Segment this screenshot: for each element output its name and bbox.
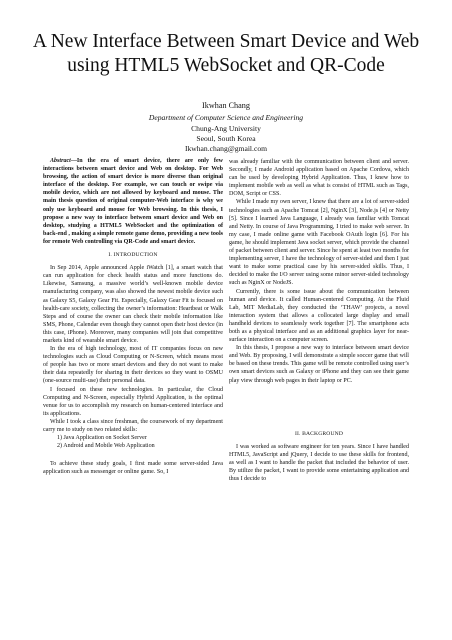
section-heading-introduction: I. INTRODUCTION xyxy=(108,252,158,259)
paragraph: was already familiar with the communication between client and server. Secondly, I made Android application based on Apache Cordova, which can be used by developing Hybrid Application. Thus, I knew how to implement mobile web as well as what is consist of HTML such as Tags, DOM, Script or CSS. xyxy=(229,159,409,198)
paragraph: I focused on these new technologies. In particular, the Cloud Computing and N-Screen, especially Hybrid Application, is the optimal venue for us to accomplish my research on human-centered interface and its applications. xyxy=(43,386,223,417)
left-column xyxy=(43,157,223,476)
paragraph: While I made my own server, I knew that there are a lot of server-sided technologies such as Apache Tomcat [2], NginX [3], Node.js [4] or Netty [5]. Since I learned Java Language, I already was familiar with Tomcat and Netty. In course of Java Programming, I tried to make web server. In my case, I made online game with Facebook OAuth login [6]. For his game, he should implement Java socket server, which provide the channel of packet between client and server. Since he spent at least two months for implementing server, I have the technology of server-sided and then I just want to make some practical case by his server-sided skills. Thus, I decided to make the I/O server using some minor server-sided technology such as NginX or NodeJS. xyxy=(229,199,410,287)
abstract-text: —In the era of smart device, there are only few interactions between smart device and Web on desktop. For Web browsing, the action of smart device is more diverse than original interface of the desktop. For example, we can touch or swipe via mobile device, which are not allowed by keyboard and mouse. The main thesis question of original computer-Web interface is why we only use keyboard and mouse for Web browsing. In this thesis, I propose a new way to interface between smart device and Web on desktop, studying a HTML5 WebSocket and the optimization of back-end , making a simple remote game demo, providing a new tools for remote Web controlling via QR-Code and smart device. xyxy=(43,158,223,245)
list-item: 1) Java Application on Socket Server xyxy=(57,435,147,442)
right-column xyxy=(229,158,409,483)
section-heading-background: II. BACKGROUND xyxy=(294,430,344,437)
author-location: Seoul, South Korea xyxy=(196,133,256,143)
paragraph: Currently, there is some issue about the communication between human and device. It called Human-centered Computing. At the Fluid Lab, MIT MediaLab, they conducted the ‘THAW’ projects, a novel interaction system that allows a collocated large display and small handheld devices to seamlessly work together [7]. The smartphone acts both as a physical interface and as an additional graphics layer for near-surface interaction on a computer screen. xyxy=(229,288,409,344)
paragraph: In Sep 2014, Apple announced Apple iWatch [1], a smart watch that can run application for check health status and more functions do. Likewise, Samsung, a massive world’s well-known mobile device manufacturing company, was also showed the newest mobile device such as Galaxy S5, Galaxy Gear Fit. Especially, Galaxy Gear Fit is focused on health-care society, collecting the owner’s information: Heartbeat or Walk Steps and of course the owner can check their mobile information like SMS, Phone, Calendar even though they cannot open their host device (in this case, iPhone). Moreover, many companies will join that competitive markets kind of wearable smart device. xyxy=(43,265,223,344)
paragraph: To achieve these study goals, I first made some server-sided Java application such as messenger or online game. So, I xyxy=(43,461,223,476)
author-email: Ikwhan.chang@gmail.com xyxy=(184,144,268,154)
spacer xyxy=(43,450,223,460)
paragraph: In this thesis, I propose a new way to interface between smart device and Web. By proposing, I will demonstrate a simple soccer game that will be based on these trends. This game will be remote controlled using user’s own smart devices such as Galaxy or iPhone and they can see their game play view through web pages in their laptop or PC. xyxy=(229,345,409,384)
author-department: Department of Computer Science and Engineering xyxy=(148,113,304,123)
paragraph: While I took a class since freshman, the coursework of my department carry me to study on two related skills: xyxy=(43,418,223,433)
author-university: Chung-Ang University xyxy=(191,123,261,133)
paragraph: I was worked as software engineer for ten years. Since I have handled HTML5, JavaScript and jQuery, I decide to use these skills for frontend, as well as I want to handle the packet that included the behavior of user. By utilize the packet, I want to provide some entertaining application and thus I decide to xyxy=(229,443,409,483)
abstract-label: Abstract xyxy=(50,158,71,164)
list-item: 2) Android and Mobile Web Application xyxy=(57,443,155,450)
spacer xyxy=(229,385,409,425)
abstract xyxy=(43,157,223,246)
author-name: Ikwhan Chang xyxy=(202,101,250,110)
author-block xyxy=(60,101,392,154)
paragraph: In the era of high technology, most of IT companies focus on new technologies such as Cloud Computing or N-Screen, which means most of people has two or more smart devices and they do not want to make their data repeatedly for sharing in their devices so they want to OSMU (one-source multi-use) their personal data. xyxy=(43,346,223,385)
paper-title: A New Interface Between Smart Device and Web using HTML5 WebSocket and QR-Code xyxy=(32,31,420,76)
